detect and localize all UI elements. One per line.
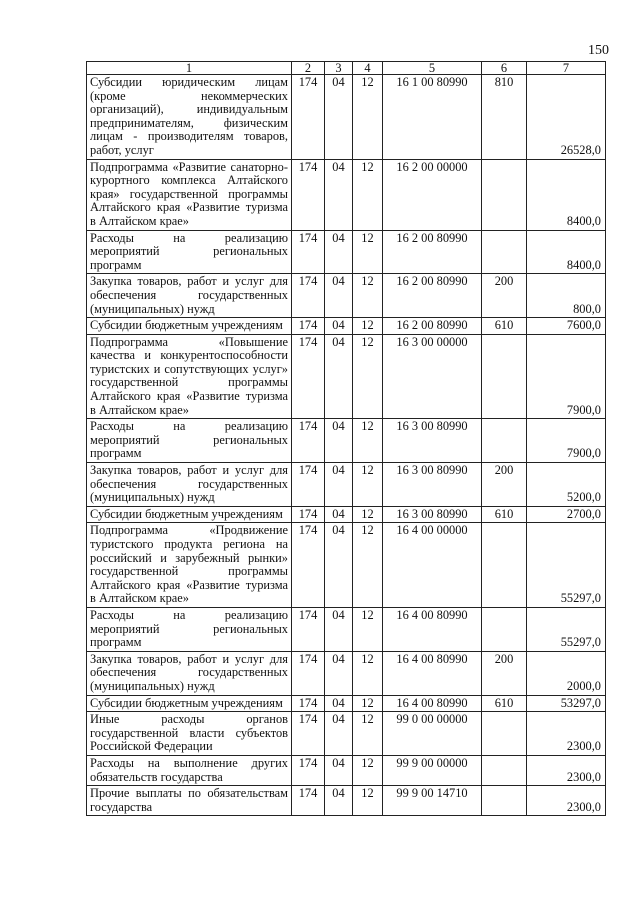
ministry-code-cell: 174	[292, 695, 325, 712]
target-article-code-cell: 16 2 00 80990	[383, 318, 482, 335]
ministry-code-cell: 174	[292, 712, 325, 756]
subsection-code-cell: 12	[353, 318, 383, 335]
item-name-cell: Прочие выплаты по обязательствам государства	[87, 786, 292, 816]
amount-cell: 800,0	[527, 274, 606, 318]
item-name-cell: Субсидии юридическим лицам (кроме некоммерческих организаций), индивидуальным предпринимателям, физическим лицам - производителям товаров, работ, услуг	[87, 75, 292, 160]
subsection-code-cell: 12	[353, 159, 383, 230]
ministry-code-cell: 174	[292, 607, 325, 651]
expense-type-code-cell	[482, 786, 527, 816]
amount-cell: 2300,0	[527, 712, 606, 756]
target-article-code-cell: 16 1 00 80990	[383, 75, 482, 160]
item-name-cell: Закупка товаров, работ и услуг для обеспечения государственных (муниципальных) нужд	[87, 274, 292, 318]
item-name-cell: Расходы на реализацию мероприятий региональных программ	[87, 419, 292, 463]
section-code-cell: 04	[325, 607, 353, 651]
column-header-6: 6	[482, 62, 527, 75]
header-row	[87, 62, 606, 75]
ministry-code-cell: 174	[292, 755, 325, 785]
amount-cell: 2000,0	[527, 651, 606, 695]
amount-cell: 55297,0	[527, 607, 606, 651]
target-article-code-cell: 16 4 00 80990	[383, 607, 482, 651]
column-header-7: 7	[527, 62, 606, 75]
ministry-code-cell: 174	[292, 75, 325, 160]
amount-cell: 7900,0	[527, 419, 606, 463]
item-name-cell: Подпрограмма «Продвижение туристского продукта региона на российский и зарубежный рынки» государственной программы Алтайского края «Развитие туризма в Алтайском крае»	[87, 523, 292, 608]
page-number: 150	[588, 43, 609, 58]
section-code-cell: 04	[325, 419, 353, 463]
amount-cell: 8400,0	[527, 159, 606, 230]
column-header-3: 3	[325, 62, 353, 75]
target-article-code-cell: 99 0 00 00000	[383, 712, 482, 756]
section-code-cell: 04	[325, 712, 353, 756]
expense-type-code-cell: 810	[482, 75, 527, 160]
ministry-code-cell: 174	[292, 159, 325, 230]
amount-cell: 55297,0	[527, 523, 606, 608]
expense-type-code-cell	[482, 755, 527, 785]
table-row	[87, 75, 606, 160]
item-name-cell: Закупка товаров, работ и услуг для обеспечения государственных (муниципальных) нужд	[87, 463, 292, 507]
section-code-cell: 04	[325, 695, 353, 712]
table-row	[87, 506, 606, 523]
expense-type-code-cell: 610	[482, 318, 527, 335]
expense-type-code-cell	[482, 712, 527, 756]
subsection-code-cell: 12	[353, 419, 383, 463]
section-code-cell: 04	[325, 334, 353, 419]
target-article-code-cell: 16 4 00 80990	[383, 695, 482, 712]
subsection-code-cell: 12	[353, 651, 383, 695]
item-name-cell: Расходы на выполнение других обязательств государства	[87, 755, 292, 785]
table-row	[87, 230, 606, 274]
expense-type-code-cell: 200	[482, 463, 527, 507]
column-header-5: 5	[383, 62, 482, 75]
section-code-cell: 04	[325, 230, 353, 274]
table-row	[87, 651, 606, 695]
subsection-code-cell: 12	[353, 334, 383, 419]
section-code-cell: 04	[325, 755, 353, 785]
item-name-cell: Субсидии бюджетным учреждениям	[87, 506, 292, 523]
expense-type-code-cell	[482, 230, 527, 274]
column-header-4: 4	[353, 62, 383, 75]
target-article-code-cell: 16 2 00 00000	[383, 159, 482, 230]
item-name-cell: Подпрограмма «Повышение качества и конкурентоспособности туристских и сопутствующих услуг» государственной программы Алтайского края «Развитие туризма в Алтайском крае»	[87, 334, 292, 419]
table-row	[87, 695, 606, 712]
ministry-code-cell: 174	[292, 651, 325, 695]
ministry-code-cell: 174	[292, 334, 325, 419]
ministry-code-cell: 174	[292, 318, 325, 335]
section-code-cell: 04	[325, 786, 353, 816]
expense-type-code-cell	[482, 523, 527, 608]
expense-type-code-cell: 200	[482, 274, 527, 318]
subsection-code-cell: 12	[353, 230, 383, 274]
item-name-cell: Подпрограмма «Развитие санаторно-курортного комплекса Алтайского края» государственной программы Алтайского края «Развитие туризма в Алтайском крае»	[87, 159, 292, 230]
subsection-code-cell: 12	[353, 463, 383, 507]
table-row	[87, 159, 606, 230]
ministry-code-cell: 174	[292, 274, 325, 318]
target-article-code-cell: 16 4 00 80990	[383, 651, 482, 695]
target-article-code-cell: 99 9 00 14710	[383, 786, 482, 816]
section-code-cell: 04	[325, 506, 353, 523]
amount-cell: 7600,0	[527, 318, 606, 335]
column-header-1: 1	[87, 62, 292, 75]
subsection-code-cell: 12	[353, 755, 383, 785]
item-name-cell: Закупка товаров, работ и услуг для обеспечения государственных (муниципальных) нужд	[87, 651, 292, 695]
item-name-cell: Расходы на реализацию мероприятий региональных программ	[87, 607, 292, 651]
subsection-code-cell: 12	[353, 695, 383, 712]
target-article-code-cell: 16 4 00 00000	[383, 523, 482, 608]
table-row	[87, 712, 606, 756]
table-row	[87, 274, 606, 318]
amount-cell: 8400,0	[527, 230, 606, 274]
target-article-code-cell: 16 2 00 80990	[383, 274, 482, 318]
section-code-cell: 04	[325, 75, 353, 160]
target-article-code-cell: 16 3 00 80990	[383, 506, 482, 523]
column-header-2: 2	[292, 62, 325, 75]
budget-table	[86, 61, 606, 816]
ministry-code-cell: 174	[292, 463, 325, 507]
table-row	[87, 318, 606, 335]
amount-cell: 5200,0	[527, 463, 606, 507]
table-body	[87, 75, 606, 816]
ministry-code-cell: 174	[292, 230, 325, 274]
section-code-cell: 04	[325, 463, 353, 507]
ministry-code-cell: 174	[292, 786, 325, 816]
expense-type-code-cell	[482, 607, 527, 651]
subsection-code-cell: 12	[353, 712, 383, 756]
target-article-code-cell: 99 9 00 00000	[383, 755, 482, 785]
section-code-cell: 04	[325, 318, 353, 335]
expense-type-code-cell	[482, 419, 527, 463]
target-article-code-cell: 16 3 00 00000	[383, 334, 482, 419]
subsection-code-cell: 12	[353, 75, 383, 160]
table-row	[87, 755, 606, 785]
amount-cell: 7900,0	[527, 334, 606, 419]
ministry-code-cell: 174	[292, 506, 325, 523]
subsection-code-cell: 12	[353, 607, 383, 651]
amount-cell: 2700,0	[527, 506, 606, 523]
table-row	[87, 334, 606, 419]
subsection-code-cell: 12	[353, 274, 383, 318]
table-row	[87, 523, 606, 608]
expense-type-code-cell: 610	[482, 506, 527, 523]
expense-type-code-cell: 200	[482, 651, 527, 695]
section-code-cell: 04	[325, 159, 353, 230]
amount-cell: 2300,0	[527, 755, 606, 785]
expense-type-code-cell: 610	[482, 695, 527, 712]
item-name-cell: Субсидии бюджетным учреждениям	[87, 695, 292, 712]
amount-cell: 53297,0	[527, 695, 606, 712]
ministry-code-cell: 174	[292, 419, 325, 463]
item-name-cell: Расходы на реализацию мероприятий региональных программ	[87, 230, 292, 274]
amount-cell: 26528,0	[527, 75, 606, 160]
table-row	[87, 463, 606, 507]
section-code-cell: 04	[325, 274, 353, 318]
expense-type-code-cell	[482, 334, 527, 419]
subsection-code-cell: 12	[353, 506, 383, 523]
amount-cell: 2300,0	[527, 786, 606, 816]
table-row	[87, 786, 606, 816]
ministry-code-cell: 174	[292, 523, 325, 608]
subsection-code-cell: 12	[353, 786, 383, 816]
section-code-cell: 04	[325, 651, 353, 695]
target-article-code-cell: 16 3 00 80990	[383, 419, 482, 463]
expense-type-code-cell	[482, 159, 527, 230]
section-code-cell: 04	[325, 523, 353, 608]
table-row	[87, 607, 606, 651]
table-row	[87, 419, 606, 463]
target-article-code-cell: 16 3 00 80990	[383, 463, 482, 507]
target-article-code-cell: 16 2 00 80990	[383, 230, 482, 274]
subsection-code-cell: 12	[353, 523, 383, 608]
item-name-cell: Субсидии бюджетным учреждениям	[87, 318, 292, 335]
item-name-cell: Иные расходы органов государственной власти субъектов Российской Федерации	[87, 712, 292, 756]
